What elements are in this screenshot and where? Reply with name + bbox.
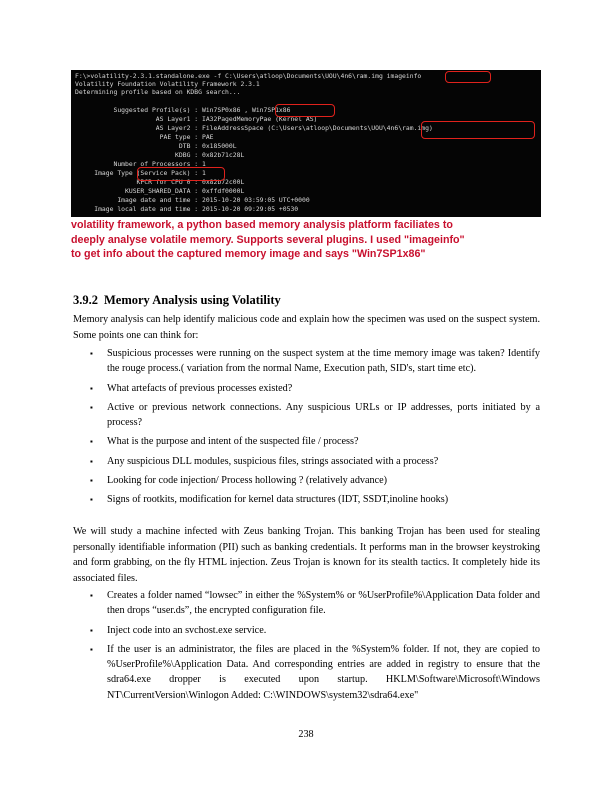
list-item [90, 400, 540, 431]
terminal-line: Volatility Foundation Volatility Framework 2.3.1 [75, 80, 260, 88]
caption-line: deeply analyse volatile memory. Supports several plugins. I used "imageinfo" [71, 233, 465, 246]
section-title: Memory Analysis using Volatility [104, 293, 281, 307]
section-heading [73, 293, 281, 308]
image-path-highlight [421, 121, 535, 139]
service-pack-highlight [137, 167, 225, 181]
section-number: 3.9.2 [73, 293, 98, 307]
terminal-line: Suggested Profile(s) : Win7SP0x86 , Win7SP1x86 [75, 106, 291, 114]
bullet-icon: ▪ [90, 495, 93, 505]
terminal-line: F:\>volatility-2.3.1.standalone.exe -f C:\Users\atloop\Documents\UOU\4n6\ram.img imageinfo [75, 72, 422, 80]
bullet-icon: ▪ [90, 456, 93, 466]
bullet-icon: ▪ [90, 476, 93, 486]
list-item [90, 434, 540, 449]
analysis-points-list [90, 346, 540, 512]
terminal-line: KDBG : 0x82b71c28L [75, 151, 245, 159]
terminal-line: Image local date and time : 2015-10-20 09:29:05 +0530 [75, 205, 299, 213]
list-item-text: Suspicious processes were running on the suspect system at the time memory image was taken? Identify the rouge process.( variation from the normal Name, Execution path, SID's, start time etc). [107, 348, 540, 375]
win7sp1x86-highlight [275, 104, 335, 117]
list-item-text: If the user is an administrator, the files are placed in the %System% folder. If not, they are copied to %UserProfile%\Application Data. And corresponding entries are added in registry to ensure that the sdra64.exe dropper is executed upon startup. HKLM\Software\Microsoft\Windows NT\CurrentVersion\Winlogon Added: C:\WINDOWS\system32\sdra64.exe" [107, 643, 540, 701]
intro-paragraph: Memory analysis can help identify malicious code and explain how the specimen was used on the suspect system. Some points one can think for: [73, 314, 540, 341]
list-item-text: Inject code into an svchost.exe service. [107, 624, 267, 636]
list-item-text: Any suspicious DLL modules, suspicious files, strings associated with a process? [107, 455, 439, 467]
terminal-screenshot [71, 70, 541, 217]
list-item [90, 642, 540, 703]
zeus-paragraph: We will study a machine infected with Zeus banking Trojan. This banking Trojan has been used for stealing personally identifiable information (PII) such as banking credentials. It performs man in the browser keystroking and form grabbing, on the fly HTML injection. Zeus Trojan is known for its stealth tactics. It completely hide its associated files. [73, 526, 540, 584]
list-item [90, 454, 540, 469]
list-item-text: Signs of rootkits, modification for kernel data structures (IDT, SSDT,inoline hooks) [107, 494, 449, 506]
list-item [90, 588, 540, 619]
imageinfo-highlight [445, 71, 491, 83]
bullet-icon: ▪ [90, 383, 93, 393]
list-item [90, 346, 540, 377]
terminal-line: Determining profile based on KDBG search... [75, 88, 241, 96]
bullet-icon: ▪ [90, 644, 93, 654]
terminal-line: KPCR for CPU 0 : 0x82b72c00L [75, 178, 245, 186]
list-item [90, 473, 540, 488]
terminal-line: DTB : 0x185000L [75, 142, 237, 150]
terminal-line: Number of Processors : 1 [75, 160, 206, 168]
page-number: 238 [298, 729, 314, 740]
list-item-text: What artefacts of previous processes existed? [107, 382, 293, 394]
terminal-line: PAE type : PAE [75, 133, 214, 141]
bullet-icon: ▪ [90, 437, 93, 447]
list-item-text: What is the purpose and intent of the suspected file / process? [107, 436, 359, 448]
terminal-line: AS Layer2 : FileAddressSpace (C:\Users\atloop\Documents\UOU\4n6\ram.img) [75, 124, 433, 132]
terminal-line: Image Type (Service Pack) : 1 [75, 169, 206, 177]
bullet-icon: ▪ [90, 625, 93, 635]
list-item-text: Looking for code injection/ Process hollowing ? (relatively advance) [107, 475, 388, 487]
bullet-icon: ▪ [90, 349, 93, 358]
terminal-line: Image date and time : 2015-10-20 03:59:05 UTC+0000 [75, 196, 310, 204]
terminal-line: AS Layer1 : IA32PagedMemoryPae (Kernel AS) [75, 115, 318, 123]
terminal-line: KUSER_SHARED_DATA : 0xffdf0000L [75, 187, 245, 195]
caption-line: to get info about the captured memory image and says "Win7SP1x86" [71, 248, 426, 260]
list-item [90, 381, 540, 396]
list-item-text: Creates a folder named “lowsec” in either the %System% or %UserProfile%\Application Data folder and then drops “user.ds”, the encrypted configuration file. [107, 590, 540, 617]
list-item-text: Active or previous network connections. Any suspicious URLs or IP addresses, ports initiated by a process? [107, 401, 540, 429]
list-item [90, 492, 540, 507]
bullet-icon: ▪ [90, 402, 93, 412]
list-item [90, 623, 540, 638]
zeus-points-list [90, 588, 540, 707]
bullet-icon: ▪ [90, 591, 93, 600]
caption-line: volatility framework, a python based memory analysis platform faciliates to [71, 219, 453, 231]
screenshot-caption [71, 218, 551, 262]
